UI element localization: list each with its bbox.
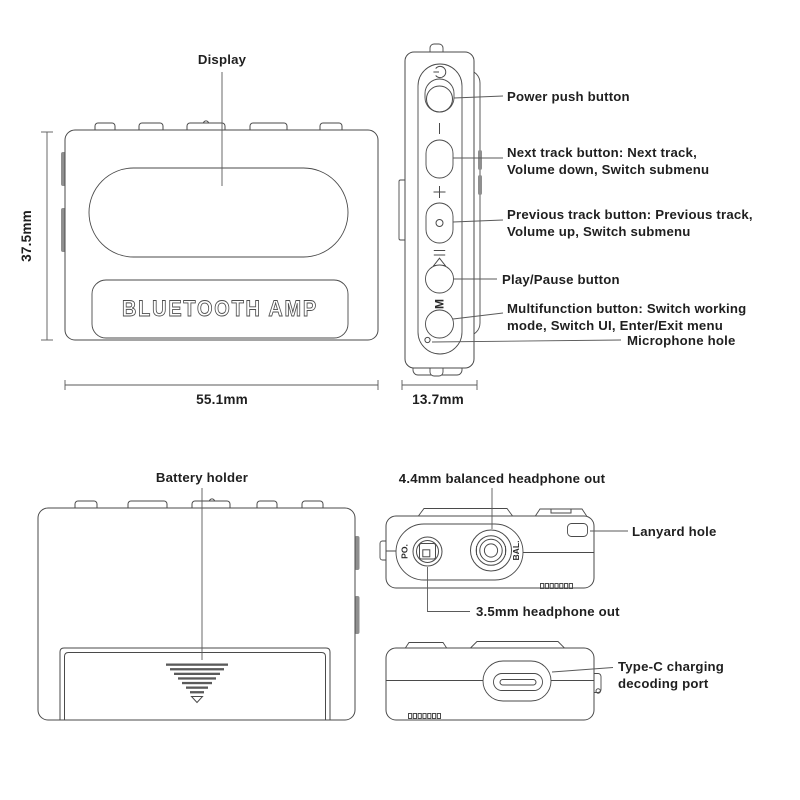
lanyard-hole bbox=[568, 524, 588, 537]
height-dimension bbox=[19, 132, 53, 340]
next-label-line1: Next track button: Next track, bbox=[507, 145, 697, 160]
multifunction-button bbox=[426, 310, 454, 338]
next-label-line2: Volume down, Switch submenu bbox=[507, 162, 710, 177]
side-view bbox=[399, 44, 753, 407]
side-edge-button-bump bbox=[478, 150, 482, 170]
front-view bbox=[19, 52, 378, 407]
microphone-label: Microphone hole bbox=[627, 333, 736, 348]
unbalanced-out-label: 3.5mm headphone out bbox=[476, 604, 620, 619]
back-view bbox=[38, 470, 360, 720]
lanyard-label: Lanyard hole bbox=[632, 524, 717, 539]
side-width-dimension bbox=[402, 380, 477, 407]
width-dim-text: 55.1mm bbox=[196, 392, 248, 407]
previous-label-line1: Previous track button: Previous track, bbox=[507, 207, 753, 222]
previous-label-line2: Volume up, Switch submenu bbox=[507, 224, 691, 239]
width-dimension bbox=[65, 380, 378, 407]
po-marking: PO. bbox=[399, 544, 410, 559]
previous-track-button bbox=[426, 203, 453, 243]
top-edge-bump bbox=[418, 509, 513, 517]
bal-marking: BAL. bbox=[511, 540, 521, 561]
side-edge-button-bump bbox=[478, 175, 482, 195]
bottom-edge-bump bbox=[470, 642, 565, 649]
jack-recess bbox=[396, 524, 523, 580]
top-view bbox=[380, 471, 716, 619]
battery-label: Battery holder bbox=[155, 470, 249, 485]
multifunction-m-symbol: M bbox=[432, 299, 447, 309]
side-dim-text: 13.7mm bbox=[412, 392, 464, 407]
play-pause-button bbox=[426, 265, 454, 293]
display-label: Display bbox=[197, 52, 247, 67]
multifunction-label-line2: mode, Switch UI, Enter/Exit menu bbox=[507, 318, 723, 333]
next-track-button bbox=[426, 140, 453, 178]
brand-logo-text: BLUETOOTH AMP bbox=[122, 296, 318, 321]
balanced-out-label: 4.4mm balanced headphone out bbox=[398, 471, 606, 486]
usb-c-port bbox=[494, 674, 543, 691]
play-pause-label: Play/Pause button bbox=[502, 272, 620, 287]
typec-label-line2: decoding port bbox=[618, 676, 709, 691]
bottom-view bbox=[386, 642, 724, 721]
power-label: Power push button bbox=[507, 89, 630, 104]
multifunction-label-line1: Multifunction button: Switch working bbox=[507, 301, 747, 316]
typec-label-line1: Type-C charging bbox=[618, 659, 725, 674]
height-dim-text: 37.5mm bbox=[19, 210, 34, 262]
display-window bbox=[89, 168, 348, 257]
